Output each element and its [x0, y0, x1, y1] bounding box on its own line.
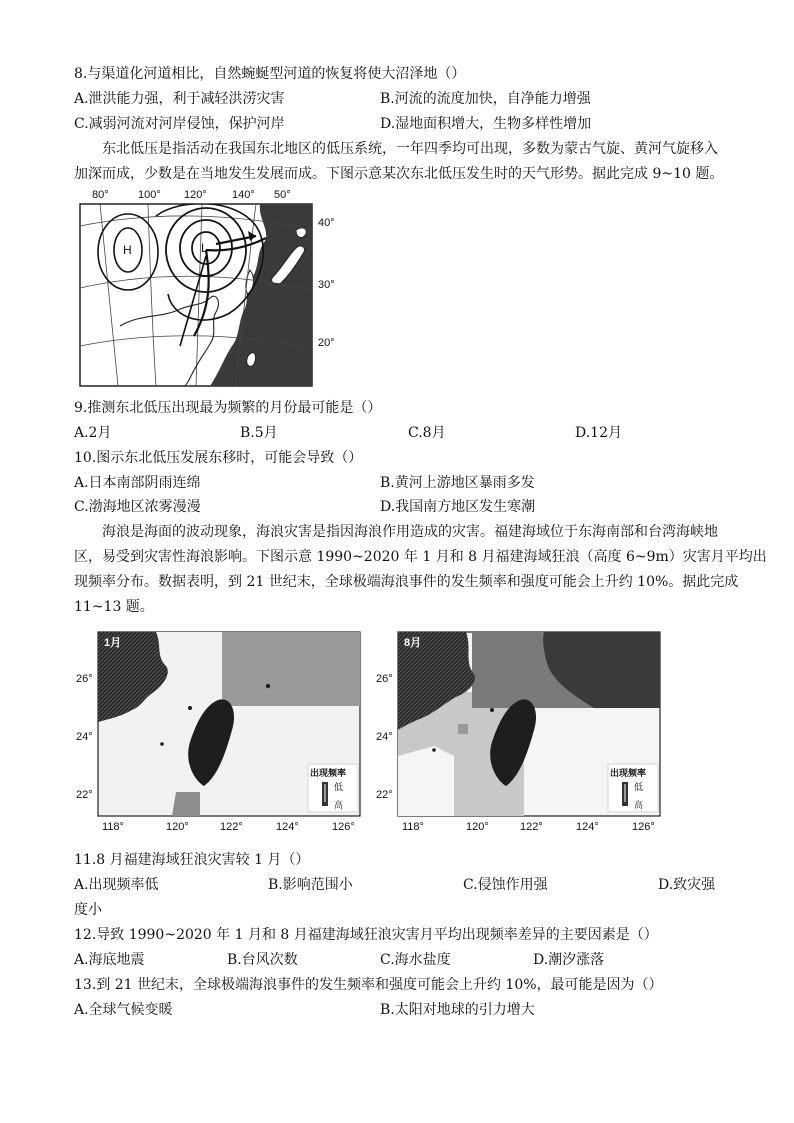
aug-legend-high: 高 [634, 800, 644, 810]
q9-option-b[interactable]: B.5月 [240, 425, 278, 441]
q9-stem: 9.推测东北低压出现最为频繁的月份最可能是（） [74, 400, 382, 416]
q9-option-c[interactable]: C.8月 [408, 425, 446, 441]
q11-stem: 11.8 月福建海域狂浪灾害较 1 月（） [74, 852, 310, 868]
lat-label-30: 30° [318, 279, 335, 291]
jan-lon-120: 120° [166, 821, 189, 833]
aug-legend-low: 低 [634, 782, 644, 792]
jan-lat-26: 26° [76, 673, 93, 685]
jan-lon-118: 118° [102, 821, 124, 833]
lon-label-80: 80° [92, 189, 109, 201]
q11-option-a[interactable]: A.出现频率低 [74, 877, 159, 893]
passage2-line4: 11~13 题。 [74, 599, 154, 615]
q12-option-d[interactable]: D.潮汐涨落 [533, 952, 605, 968]
q10-option-c[interactable]: C.渤海地区浓雾漫漫 [74, 499, 201, 515]
jan-lat-24: 24° [76, 731, 93, 743]
jan-legend-low: 低 [334, 782, 344, 792]
aug-lon-120: 120° [466, 821, 489, 833]
passage2-line2: 区，易受到灾害性海浪影响。下图示意 1990~2020 年 1 月和 8 月福建海域狂浪（高度 6~9m）灾害月平均出 [74, 549, 767, 565]
q8-option-a[interactable]: A.泄洪能力强，利于减轻洪涝灾害 [74, 91, 285, 107]
aug-legend-title: 出现频率 [610, 768, 647, 778]
q9-option-a[interactable]: A.2月 [74, 425, 112, 441]
january-wave-frequency-map [72, 626, 372, 836]
q10-option-a[interactable]: A.日本南部阴雨连绵 [74, 475, 201, 491]
lat-label-40: 40° [318, 217, 335, 229]
lon-label-120: 120° [184, 189, 207, 201]
low-pressure-label: L [201, 241, 208, 255]
jan-legend-high: 高 [334, 800, 344, 810]
q8-stem: 8.与渠道化河道相比，自然蜿蜒型河道的恢复将使大沼泽地（） [74, 66, 466, 82]
q10-option-d[interactable]: D.我国南方地区发生寒潮 [380, 499, 536, 515]
high-pressure-label: H [123, 243, 132, 257]
q9-option-d[interactable]: D.12月 [575, 425, 622, 441]
jan-lon-124: 124° [276, 821, 299, 833]
jan-lon-122: 122° [220, 821, 243, 833]
aug-month-label: 8月 [404, 637, 422, 649]
q12-stem: 12.导致 1990~2020 年 1 月和 8 月福建海域狂浪灾害月平均出现频率差异的主要因素是（） [74, 927, 658, 943]
passage2-line3: 现频率分布。数据表明，到 21 世纪末，全球极端海浪事件的发生频率和强度可能会上升约 10%。据此完成 [74, 574, 739, 590]
aug-lon-118: 118° [402, 821, 424, 833]
q8-option-c[interactable]: C.减弱河流对河岸侵蚀，保护河岸 [74, 116, 285, 132]
q10-option-b[interactable]: B.黄河上游地区暴雨多发 [380, 475, 535, 491]
q11-option-d[interactable]: D.致灾强 [658, 877, 716, 893]
aug-lon-124: 124° [576, 821, 599, 833]
q13-stem: 13.到 21 世纪末，全球极端海浪事件的发生频率和强度可能会上升约 10%，最可能是因为（） [74, 977, 663, 993]
passage1-line2: 加深而成，少数是在当地发生发展而成。下图示意某次东北低压发生时的天气形势。据此完成 9~10 题。 [74, 166, 724, 182]
lon-label-50: 50° [274, 189, 291, 201]
q11-option-d-wrap: 度小 [74, 902, 102, 918]
q8-option-b[interactable]: B.河流的流度加快，自净能力增强 [380, 91, 591, 107]
q11-option-c[interactable]: C.侵蚀作用强 [463, 877, 548, 893]
q12-option-b[interactable]: B.台风次数 [227, 952, 298, 968]
low-pressure-weather-map [60, 186, 350, 390]
lat-label-20: 20° [318, 337, 335, 349]
aug-lat-24: 24° [376, 731, 393, 743]
passage2-line1: 海浪是海面的波动现象，海浪灾害是指因海浪作用造成的灾害。福建海域位于东海南部和台湾海峡地 [102, 524, 718, 540]
lon-label-140: 140° [232, 189, 255, 201]
q8-option-d[interactable]: D.湿地面积增大，生物多样性增加 [380, 116, 592, 132]
jan-lon-126: 126° [332, 821, 355, 833]
jan-legend-title: 出现频率 [310, 768, 347, 778]
aug-lat-22: 22° [376, 789, 393, 801]
aug-lon-122: 122° [520, 821, 543, 833]
jan-lat-22: 22° [76, 789, 93, 801]
passage1-line1: 东北低压是指活动在我国东北地区的低压系统，一年四季均可出现，多数为蒙古气旋、黄河气旋移入 [102, 141, 718, 157]
q11-option-b[interactable]: B.影响范围小 [268, 877, 353, 893]
q12-option-c[interactable]: C.海水盐度 [380, 952, 451, 968]
q12-option-a[interactable]: A.海底地震 [74, 952, 145, 968]
aug-lon-126: 126° [632, 821, 655, 833]
jan-month-label: 1月 [104, 637, 122, 649]
q13-option-b[interactable]: B.太阳对地球的引力增大 [380, 1002, 535, 1018]
q10-stem: 10.图示东北低压发展东移时，可能会导致（） [74, 450, 363, 466]
aug-lat-26: 26° [376, 673, 393, 685]
lon-label-100: 100° [138, 189, 161, 201]
q13-option-a[interactable]: A.全球气候变暖 [74, 1002, 173, 1018]
august-wave-frequency-map [374, 626, 674, 836]
